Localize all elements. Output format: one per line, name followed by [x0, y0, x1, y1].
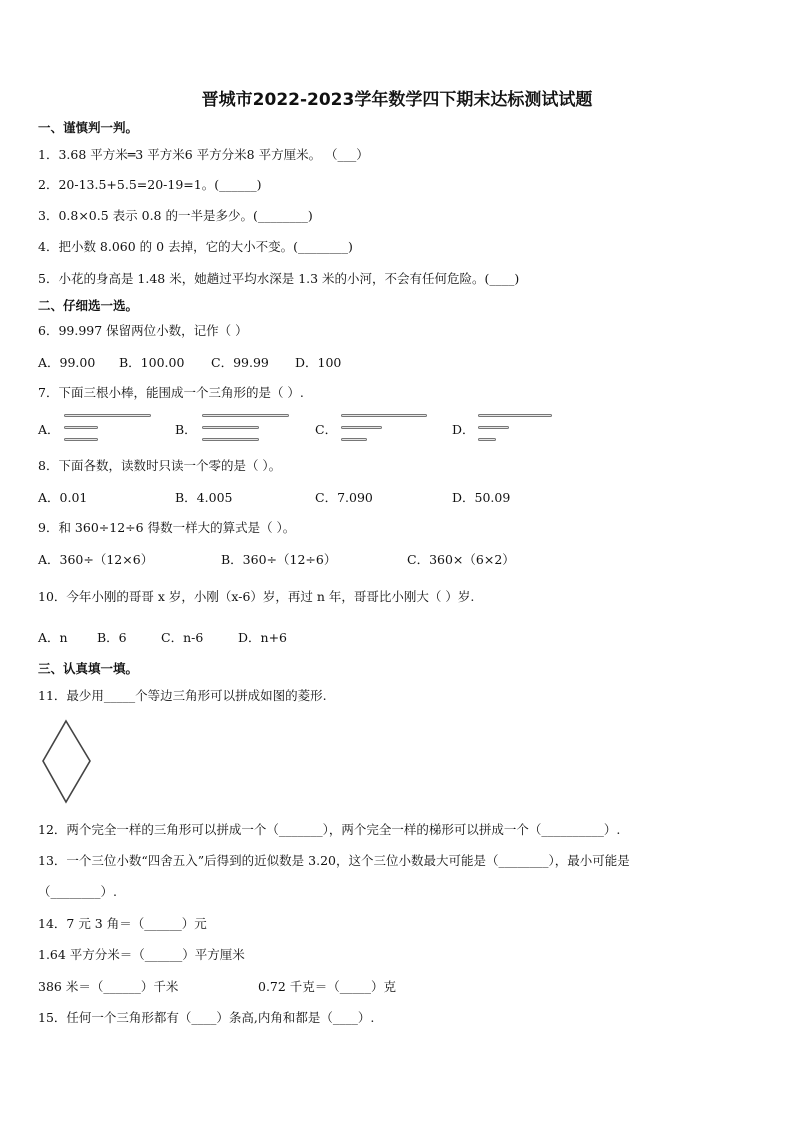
question-14-part-3: 386 米＝（______）千米: [38, 979, 179, 994]
question-7: 7．下面三根小棒，能围成一个三角形的是（ ）.: [38, 385, 304, 400]
stick-a-medium: [64, 426, 98, 429]
question-6: 6．99.997 保留两位小数，记作（ ）: [38, 323, 248, 338]
section-heading-3: 三、认真填一填。: [38, 661, 139, 676]
rhombus-figure: [40, 718, 94, 806]
question-13: 13．一个三位小数“四舍五入”后得到的近似数是 3.20，这个三位小数最大可能是（________），最小可能是: [38, 853, 630, 868]
q10-option-a: A．n: [38, 630, 68, 645]
question-4: 4．把小数 8.060 的 0 去掉，它的大小不变。(________): [38, 239, 353, 254]
stick-b-short: [202, 438, 259, 441]
question-9: 9．和 360÷12÷6 得数一样大的算式是（ ）。: [38, 520, 296, 535]
stick-c-medium: [341, 426, 382, 429]
q7-option-c: C．: [315, 422, 338, 437]
q8-option-c: C．7.090: [315, 490, 373, 505]
question-3: 3．0.8×0.5 表示 0.8 的一半是多少。(________): [38, 208, 313, 223]
question-14-part-1: 14．7 元 3 角＝（______）元: [38, 916, 207, 931]
q9-option-b: B．360÷（12÷6）: [221, 552, 337, 567]
question-5: 5．小花的身高是 1.48 米，她趟过平均水深是 1.3 米的小河，不会有任何危险。(____): [38, 271, 520, 286]
q8-option-b: B．4.005: [175, 490, 233, 505]
question-2: 2．20-13.5+5.5=20-19=1。(______): [38, 177, 262, 192]
section-heading-2: 二、仔细选一选。: [38, 298, 139, 313]
q10-option-b: B．6: [97, 630, 127, 645]
question-13-continued: （________）.: [38, 884, 117, 899]
q7-option-a: A．: [38, 422, 60, 437]
section-heading-1: 一、谨慎判一判。: [38, 120, 139, 135]
stick-a-short: [64, 438, 98, 441]
question-11: 11．最少用_____个等边三角形可以拼成如图的菱形.: [38, 688, 327, 703]
question-1: 1．3.68 平方米═3 平方米6 平方分米8 平方厘米。 （___）: [38, 147, 369, 162]
q9-option-c: C．360×（6×2）: [407, 552, 515, 567]
q8-option-d: D．50.09: [452, 490, 511, 505]
stick-d-medium: [478, 426, 509, 429]
question-14-part-4: 0.72 千克＝（_____）克: [258, 979, 397, 994]
q9-option-a: A．360÷（12×6）: [38, 552, 154, 567]
question-10: 10．今年小刚的哥哥 x 岁，小刚（x-6）岁，再过 n 年，哥哥比小刚大（ ）岁.: [38, 589, 475, 604]
question-14-part-2: 1.64 平方分米＝（______）平方厘米: [38, 947, 245, 962]
stick-a-long: [64, 414, 151, 417]
q8-option-a: A．0.01: [38, 490, 88, 505]
stick-d-long: [478, 414, 552, 417]
stick-d-short: [478, 438, 496, 441]
q6-option-c: C．99.99: [211, 355, 269, 370]
q7-option-b: B．: [175, 422, 197, 437]
stick-c-short: [341, 438, 367, 441]
page-title: 晋城市2022-2023学年数学四下期末达标测试试题: [201, 90, 593, 110]
question-12: 12．两个完全一样的三角形可以拼成一个（_______），两个完全一样的梯形可以拼成一个（__________）.: [38, 822, 621, 837]
q6-option-d: D．100: [295, 355, 342, 370]
question-15: 15．任何一个三角形都有（____）条高,内角和都是（____）.: [38, 1010, 375, 1025]
q6-option-b: B．100.00: [119, 355, 185, 370]
stick-b-long: [202, 414, 289, 417]
q6-option-a: A．99.00: [38, 355, 96, 370]
q10-option-c: C．n-6: [161, 630, 204, 645]
stick-c-long: [341, 414, 427, 417]
q7-option-d: D．: [452, 422, 475, 437]
question-8: 8．下面各数，读数时只读一个零的是（ ）。: [38, 458, 282, 473]
stick-b-medium: [202, 426, 259, 429]
q10-option-d: D．n+6: [238, 630, 287, 645]
